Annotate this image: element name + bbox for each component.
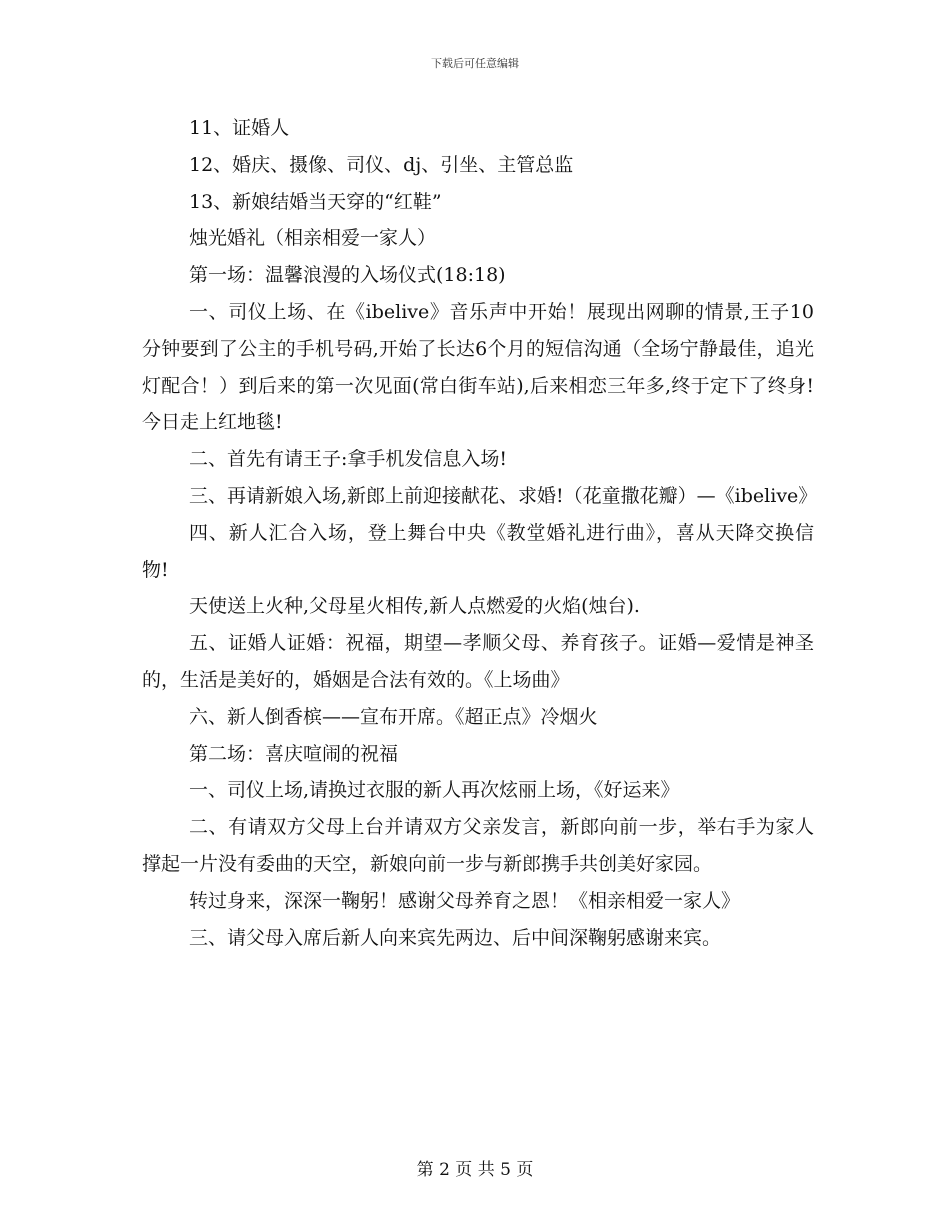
paragraph: 六、新人倒香槟——宣布开席。《超正点》冷烟火	[189, 705, 598, 728]
scene-heading-2: 第二场：喜庆喧闹的祝福	[189, 742, 399, 765]
page-header: 下载后可任意编辑	[431, 57, 519, 70]
scene-heading-1: 第一场：温馨浪漫的入场仪式(18:18)	[189, 264, 506, 287]
list-item-staff: 12、婚庆、摄像、司仪、dj、引坐、主管总监	[189, 153, 574, 176]
paragraph: 天使送上火种,父母星火相传,新人点燃爱的火焰(烛台).	[189, 595, 640, 618]
paragraph: 三、请父母入席后新人向来宾先两边、后中间深鞠躬感谢来宾。	[189, 926, 722, 949]
paragraph: 转过身来，深深一鞠躬！感谢父母养育之恩！《相亲相爱一家人》	[189, 889, 741, 912]
paragraph: 五、证婚人证婚：祝福，期望—孝顺父母、养育孩子。证婚—爱情是神圣的，生活是美好的，婚姻是合法有效的。《上场曲》	[142, 632, 814, 691]
section-title: 烛光婚礼（相亲相爱一家人）	[189, 227, 437, 250]
paragraph: 一、司仪上场,请换过衣服的新人再次炫丽上场，《好运来》	[189, 779, 680, 802]
document-body	[142, 110, 818, 956]
list-item-red-shoes: 13、新娘结婚当天穿的“红鞋”	[189, 190, 442, 213]
paragraph: 四、新人汇合入场，登上舞台中央《教堂婚礼进行曲》，喜从天降交换信物!	[142, 521, 814, 581]
page-number: 第 2 页 共 5 页	[416, 1160, 534, 1180]
paragraph: 二、首先有请王子:拿手机发信息入场!	[189, 448, 508, 471]
paragraph: 一、司仪上场、在《ibelive》音乐声中开始！展现出网聊的情景,王子10分钟要到了公主的手机号码,开始了长达6个月的短信沟通（全场宁静最佳，追光灯配合！）到后来的第一次见面(常白街车站),后来相恋三年多,终于定下了终身!今日走上红地毯!	[142, 300, 814, 434]
list-item-witness: 11、证婚人	[189, 117, 290, 139]
paragraph: 三、再请新娘入场,新郎上前迎接献花、求婚!（花童撒花瓣）—《ibelive》	[189, 484, 818, 507]
paragraph: 二、有请双方父母上台并请双方父亲发言，新郎向前一步，举右手为家人撑起一片没有委曲的天空，新娘向前一步与新郎携手共创美好家园。	[142, 816, 814, 875]
